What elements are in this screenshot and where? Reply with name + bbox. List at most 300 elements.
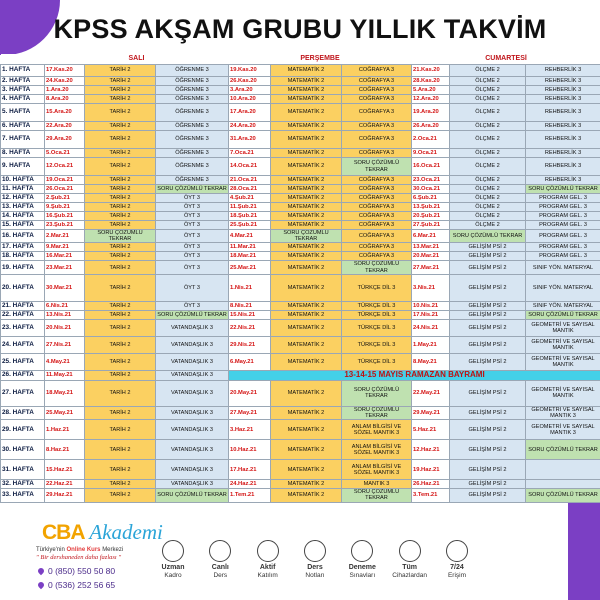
date-cell: 9.Şub.21 xyxy=(45,203,85,212)
subject-cell: MATEMATİK 2 xyxy=(271,221,342,230)
subject-cell: COĞRAFYA 3 xyxy=(342,77,412,86)
subject-cell: REHBERLİK 3 xyxy=(526,77,600,86)
date-cell: 8.Haz.21 xyxy=(45,440,85,460)
subject-cell: SORU ÇÖZÜMLÜ TEKRAR xyxy=(157,311,227,318)
date-cell: 8.May.21 xyxy=(412,353,450,370)
subject-cell: ÖYT 3 xyxy=(156,301,229,310)
date-cell: 27.May.21 xyxy=(229,406,271,419)
subject-cell: PROGRAM GEL. 3 xyxy=(526,194,600,203)
week-label: 7. HAFTA xyxy=(1,131,45,149)
date-cell: 26.Oca.21 xyxy=(45,185,85,194)
date-cell: 18.May.21 xyxy=(45,380,85,406)
date-cell: 19.Kas.20 xyxy=(229,65,271,77)
date-cell: 22.Ara.20 xyxy=(45,122,85,131)
header-persembe: PERŞEMBE xyxy=(229,54,412,65)
date-cell: 26.Haz.21 xyxy=(412,480,450,489)
subject-cell: ÖĞRENME 3 xyxy=(156,176,229,185)
week-row xyxy=(1,203,600,212)
week-label: 11. HAFTA xyxy=(1,185,45,194)
subject-cell: ÖLÇME 2 xyxy=(450,86,526,95)
date-cell: 27.Şub.21 xyxy=(412,221,450,230)
feature-sublabel: Cihazlardan xyxy=(392,572,427,579)
week-row xyxy=(1,440,600,460)
week-row xyxy=(1,77,600,86)
page-title: KPSS AKŞAM GRUBU YILLIK TAKVİM xyxy=(53,14,547,44)
subject-cell: MATEMATİK 2 xyxy=(271,243,342,252)
subject-cell: MATEMATİK 2 xyxy=(271,252,342,261)
subject-cell: REHBERLİK 3 xyxy=(526,104,600,122)
subject-cell: TARİH 2 xyxy=(85,420,156,440)
subject-cell: GELİŞİM PSİ 2 xyxy=(450,301,526,310)
subject-cell: GEOMETRİ VE SAYISAL MANTIK xyxy=(526,353,600,370)
date-cell: 11.Mar.21 xyxy=(229,243,271,252)
feature-item xyxy=(292,540,338,580)
subject-cell: TARİH 2 xyxy=(85,122,156,131)
subject-cell: MATEMATİK 2 xyxy=(271,310,342,319)
date-cell: 4.Şub.21 xyxy=(229,194,271,203)
subject-cell: PROGRAM GEL. 3 xyxy=(526,221,600,230)
subject-cell: SORU ÇÖZÜMLÜ TEKRAR xyxy=(342,158,412,176)
date-cell: 1.Haz.21 xyxy=(45,420,85,440)
date-cell: 3.Tem.21 xyxy=(412,489,450,502)
subject-cell: VATANDAŞLIK 3 xyxy=(156,353,229,370)
subject-cell: TARİH 2 xyxy=(85,149,156,158)
date-cell: 23.Şub.21 xyxy=(45,221,85,230)
date-cell: 2.Şub.21 xyxy=(45,194,85,203)
date-cell: 24.Nis.21 xyxy=(412,319,450,336)
subject-cell: ÖĞRENME 3 xyxy=(156,77,229,86)
date-cell: 1.Ara.20 xyxy=(45,86,85,95)
subject-cell: VATANDAŞLIK 3 xyxy=(156,370,229,380)
week-row xyxy=(1,480,600,489)
subject-cell: ANLAM BİLGİSİ VE SÖZEL MANTIK 3 xyxy=(342,460,412,480)
week-label: 27. HAFTA xyxy=(1,380,45,406)
subject-cell: ÖLÇME 2 xyxy=(450,95,526,104)
subject-cell: ÖLÇME 2 xyxy=(450,221,526,230)
date-cell: 15.Ara.20 xyxy=(45,104,85,122)
subject-cell: VATANDAŞLIK 3 xyxy=(156,480,229,489)
feature-label: 7/24 xyxy=(450,564,464,571)
date-cell: 20.May.21 xyxy=(229,380,271,406)
date-cell: 12.Oca.21 xyxy=(45,158,85,176)
subject-cell: TARİH 2 xyxy=(85,406,156,419)
subject-cell: REHBERLİK 3 xyxy=(526,95,600,104)
subject-cell: ÖLÇME 2 xyxy=(450,131,526,149)
subject-cell: PROGRAM GEL. 3 xyxy=(526,212,600,221)
subject-cell: ÖYT 3 xyxy=(156,274,229,301)
week-row xyxy=(1,274,600,301)
subject-cell: TARİH 2 xyxy=(85,274,156,301)
subject-cell: SORU ÇÖZÜMLÜ TEKRAR xyxy=(342,261,412,274)
subject-cell: TARİH 2 xyxy=(85,380,156,406)
cba-akademi-logo: CBA Akademi xyxy=(42,520,163,544)
devices-icon xyxy=(399,540,421,562)
subject-cell: MATEMATİK 2 xyxy=(271,176,342,185)
subject-cell: COĞRAFYA 3 xyxy=(342,252,412,261)
subject-cell: TARİH 2 xyxy=(85,185,156,194)
feature-item xyxy=(339,540,385,580)
week-label: 8. HAFTA xyxy=(1,149,45,158)
day-headers xyxy=(1,54,600,65)
date-cell: 2.Mar.21 xyxy=(45,230,85,243)
subject-cell: MATEMATİK 2 xyxy=(271,194,342,203)
week-label: 18. HAFTA xyxy=(1,252,45,261)
subject-cell: MATEMATİK 2 xyxy=(271,131,342,149)
feature-sublabel: Katılım xyxy=(257,572,278,579)
subject-cell: ANLAM BİLGİSİ VE SÖZEL MANTIK 3 xyxy=(342,440,412,460)
subject-cell: GELİŞİM PSİ 2 xyxy=(450,460,526,480)
date-cell: 22.Nis.21 xyxy=(229,319,271,336)
subject-cell: ÖLÇME 2 xyxy=(450,185,526,194)
subject-cell: MATEMATİK 2 xyxy=(271,336,342,353)
subject-cell: ÖĞRENME 3 xyxy=(156,122,229,131)
date-cell: 17.Kas.20 xyxy=(45,65,85,77)
week-label: 12. HAFTA xyxy=(1,194,45,203)
schedule-table xyxy=(0,54,600,503)
week-row xyxy=(1,158,600,176)
week-row xyxy=(1,353,600,370)
week-row xyxy=(1,420,600,440)
subject-cell: TARİH 2 xyxy=(85,77,156,86)
date-cell: 21.Kas.20 xyxy=(412,65,450,77)
clock-icon xyxy=(446,540,468,562)
date-cell: 27.Mar.21 xyxy=(412,261,450,274)
subject-cell: ÖĞRENME 3 xyxy=(156,104,229,122)
subject-cell: TARİH 2 xyxy=(85,252,156,261)
week-row xyxy=(1,122,600,131)
date-cell: 17.Haz.21 xyxy=(229,460,271,480)
week-label: 28. HAFTA xyxy=(1,406,45,419)
subject-cell: MATEMATİK 2 xyxy=(271,149,342,158)
subject-cell: MANTIK 3 xyxy=(342,480,412,489)
feature-list xyxy=(150,540,480,580)
subject-cell: ÖYT 3 xyxy=(156,252,229,261)
date-cell: 12.Haz.21 xyxy=(412,440,450,460)
feature-label: Canlı xyxy=(211,564,229,571)
subject-cell: TARİH 2 xyxy=(85,86,156,95)
subject-cell: PROGRAM GEL. 3 xyxy=(526,252,600,261)
phone-2[interactable]: 0 (536) 252 56 65 xyxy=(38,580,115,590)
exam-icon xyxy=(351,540,373,562)
subject-cell: TARİH 2 xyxy=(85,336,156,353)
subject-cell: TARİH 2 xyxy=(85,104,156,122)
date-cell: 20.Şub.21 xyxy=(412,212,450,221)
week-row xyxy=(1,301,600,310)
subject-cell: VATANDAŞLIK 3 xyxy=(156,440,229,460)
subject-cell: TARİH 2 xyxy=(85,353,156,370)
week-label: 9. HAFTA xyxy=(1,158,45,176)
date-cell: 6.Nis.21 xyxy=(45,301,85,310)
feature-item xyxy=(150,540,196,580)
subject-cell: ÖLÇME 2 xyxy=(450,149,526,158)
subject-cell: TARİH 2 xyxy=(85,480,156,489)
subject-cell: GEOMETRİ VE SAYISAL MANTIK xyxy=(526,319,600,336)
date-cell: 16.Mar.21 xyxy=(45,252,85,261)
subject-cell: REHBERLİK 3 xyxy=(526,158,600,176)
subject-cell: COĞRAFYA 3 xyxy=(342,86,412,95)
subject-cell: ÖĞRENME 3 xyxy=(156,95,229,104)
subject-cell: COĞRAFYA 3 xyxy=(342,185,412,194)
week-row xyxy=(1,65,600,77)
week-row xyxy=(1,261,600,274)
subject-cell: TÜRKÇE DİL 3 xyxy=(342,274,412,301)
date-cell: 11.Şub.21 xyxy=(229,203,271,212)
feature-label: Tüm xyxy=(402,564,418,571)
subject-cell: TARİH 2 xyxy=(85,261,156,274)
date-cell: 30.Oca.21 xyxy=(412,185,450,194)
subject-cell: VATANDAŞLIK 3 xyxy=(156,420,229,440)
subject-cell: REHBERLİK 3 xyxy=(526,86,600,95)
subject-cell: TARİH 2 xyxy=(85,440,156,460)
subject-cell: TÜRKÇE DİL 3 xyxy=(342,319,412,336)
subject-cell: MATEMATİK 2 xyxy=(271,104,342,122)
feature-sublabel: Ders xyxy=(213,572,228,579)
week-label: 25. HAFTA xyxy=(1,353,45,370)
subject-cell: COĞRAFYA 3 xyxy=(342,221,412,230)
subject-cell: MATEMATİK 2 xyxy=(271,77,342,86)
date-cell: 29.May.21 xyxy=(412,406,450,419)
subject-cell: MATEMATİK 2 xyxy=(271,380,342,406)
week-row xyxy=(1,86,600,95)
subject-cell: SORU ÇÖZÜMLÜ TEKRAR xyxy=(85,230,156,243)
date-cell: 25.Mar.21 xyxy=(229,261,271,274)
week-row xyxy=(1,194,600,203)
date-cell: 19.Oca.21 xyxy=(45,176,85,185)
date-cell: 1.Tem.21 xyxy=(229,489,271,502)
header-cumartesi: CUMARTESİ xyxy=(412,54,600,65)
week-label: 16. HAFTA xyxy=(1,230,45,243)
week-label: 4. HAFTA xyxy=(1,95,45,104)
subject-cell: MATEMATİK 2 xyxy=(271,158,342,176)
subject-cell: COĞRAFYA 3 xyxy=(342,194,412,203)
subject-cell: TARİH 2 xyxy=(85,212,156,221)
subject-cell: VATANDAŞLIK 3 xyxy=(156,406,229,419)
week-row xyxy=(1,319,600,336)
week-label: 17. HAFTA xyxy=(1,243,45,252)
week-label: 6. HAFTA xyxy=(1,122,45,131)
date-cell: 29.Ara.20 xyxy=(45,131,85,149)
subject-cell: GELİŞİM PSİ 2 xyxy=(450,440,526,460)
subject-cell: TARİH 2 xyxy=(85,489,156,502)
subject-cell: TARİH 2 xyxy=(85,203,156,212)
subject-cell: SORU ÇÖZÜMLÜ TEKRAR xyxy=(450,230,526,243)
week-label: 20. HAFTA xyxy=(1,274,45,301)
hand-raise-icon xyxy=(257,540,279,562)
week-label: 2. HAFTA xyxy=(1,77,45,86)
subject-cell: MATEMATİK 2 xyxy=(271,65,342,77)
date-cell: 27.Nis.21 xyxy=(45,336,85,353)
week-label: 31. HAFTA xyxy=(1,460,45,480)
date-cell: 12.Ara.20 xyxy=(412,95,450,104)
date-cell: 20.Nis.21 xyxy=(45,319,85,336)
subject-cell: GELİŞİM PSİ 2 xyxy=(450,336,526,353)
date-cell: 6.May.21 xyxy=(229,353,271,370)
subject-cell: SINIF YÖN. MATERYAL xyxy=(526,274,600,301)
week-label: 23. HAFTA xyxy=(1,319,45,336)
subject-cell: GELİŞİM PSİ 2 xyxy=(450,353,526,370)
holiday-banner: 13-14-15 MAYIS RAMAZAN BAYRAMI xyxy=(229,370,600,380)
feature-sublabel: Sınavları xyxy=(349,572,376,579)
date-cell: 9.Oca.21 xyxy=(412,149,450,158)
date-cell: 13.Şub.21 xyxy=(412,203,450,212)
subject-cell: TÜRKÇE DİL 3 xyxy=(342,310,412,319)
date-cell: 11.May.21 xyxy=(45,370,85,380)
location-pin-icon xyxy=(37,567,45,575)
date-cell: 21.Oca.21 xyxy=(229,176,271,185)
subject-cell: VATANDAŞLIK 3 xyxy=(156,336,229,353)
slogan: " Bir dershaneden daha fazlası " xyxy=(36,554,122,561)
date-cell: 18.Şub.21 xyxy=(229,212,271,221)
subject-cell: GELİŞİM PSİ 2 xyxy=(450,480,526,489)
week-row xyxy=(1,380,600,406)
week-label: 26. HAFTA xyxy=(1,370,45,380)
subject-cell: ÖLÇME 2 xyxy=(450,158,526,176)
date-cell: 3.Ara.20 xyxy=(229,86,271,95)
subject-cell: SORU ÇÖZÜMLÜ TEKRAR xyxy=(342,406,412,419)
date-cell: 16.Şub.21 xyxy=(45,212,85,221)
subject-cell: GELİŞİM PSİ 2 xyxy=(450,420,526,440)
date-cell: 8.Ara.20 xyxy=(45,95,85,104)
date-cell: 22.Haz.21 xyxy=(45,480,85,489)
date-cell: 26.Ara.20 xyxy=(412,122,450,131)
header-sali: SALI xyxy=(45,54,229,65)
date-cell: 24.Kas.20 xyxy=(45,77,85,86)
feature-sublabel: Notları xyxy=(305,572,325,579)
subject-cell: TARİH 2 xyxy=(85,158,156,176)
date-cell: 15.Haz.21 xyxy=(45,460,85,480)
date-cell: 18.Mar.21 xyxy=(229,252,271,261)
subject-cell: COĞRAFYA 3 xyxy=(342,243,412,252)
subject-cell: SORU ÇÖZÜMLÜ TEKRAR xyxy=(526,440,600,460)
subject-cell: MATEMATİK 2 xyxy=(271,353,342,370)
week-label: 14. HAFTA xyxy=(1,212,45,221)
date-cell: 28.Kas.20 xyxy=(412,77,450,86)
subject-cell: COĞRAFYA 3 xyxy=(342,122,412,131)
subject-cell: VATANDAŞLIK 3 xyxy=(156,460,229,480)
date-cell: 6.Şub.21 xyxy=(412,194,450,203)
week-label: 22. HAFTA xyxy=(1,310,45,319)
week-label: 30. HAFTA xyxy=(1,440,45,460)
week-label: 3. HAFTA xyxy=(1,86,45,95)
date-cell: 4.Mar.21 xyxy=(229,230,271,243)
subject-cell: MATEMATİK 2 xyxy=(271,203,342,212)
subject-cell: GELİŞİM PSİ 2 xyxy=(450,319,526,336)
subject-cell: ÖLÇME 2 xyxy=(450,122,526,131)
week-row xyxy=(1,131,600,149)
subject-cell: GEOMETRİ VE SAYISAL MANTIK xyxy=(526,380,600,406)
subject-cell: COĞRAFYA 3 xyxy=(342,131,412,149)
subject-cell: ÖĞRENME 3 xyxy=(156,86,229,95)
week-row xyxy=(1,221,600,230)
subject-cell: MATEMATİK 2 xyxy=(271,440,342,460)
subject-cell: SORU ÇÖZÜMLÜ TEKRAR xyxy=(526,185,600,194)
date-cell: 1.May.21 xyxy=(412,336,450,353)
week-label: 21. HAFTA xyxy=(1,301,45,310)
date-cell: 10.Nis.21 xyxy=(412,301,450,310)
subject-cell: TÜRKÇE DİL 3 xyxy=(342,353,412,370)
date-cell: 5.Oca.21 xyxy=(45,149,85,158)
feature-sublabel: Erişim xyxy=(447,572,466,579)
subject-cell: ÖYT 3 xyxy=(156,221,229,230)
feature-item xyxy=(434,540,480,580)
subject-cell: SORU ÇÖZÜMLÜ TEKRAR xyxy=(342,380,412,406)
week-label: 1. HAFTA xyxy=(1,65,45,77)
subject-cell: ÖĞRENME 3 xyxy=(156,131,229,149)
subject-cell: PROGRAM GEL. 3 xyxy=(526,230,600,243)
subject-cell: ÖYT 3 xyxy=(156,203,229,212)
subject-cell: ÖLÇME 2 xyxy=(450,212,526,221)
date-cell: 26.Kas.20 xyxy=(229,77,271,86)
subject-cell: TARİH 2 xyxy=(85,131,156,149)
date-cell: 22.May.21 xyxy=(412,380,450,406)
subject-cell: TARİH 2 xyxy=(85,176,156,185)
subject-cell: COĞRAFYA 3 xyxy=(342,149,412,158)
subject-cell: TARİH 2 xyxy=(85,95,156,104)
date-cell: 20.Mar.21 xyxy=(412,252,450,261)
subject-cell: ÖLÇME 2 xyxy=(450,77,526,86)
week-row xyxy=(1,406,600,419)
subject-cell: COĞRAFYA 3 xyxy=(342,104,412,122)
subject-cell: MATEMATİK 2 xyxy=(271,122,342,131)
date-cell: 10.Haz.21 xyxy=(229,440,271,460)
subject-cell: GELİŞİM PSİ 2 xyxy=(450,243,526,252)
date-cell: 19.Haz.21 xyxy=(412,460,450,480)
subject-cell: MATEMATİK 2 xyxy=(271,261,342,274)
subject-cell: ÖĞRENME 3 xyxy=(156,158,229,176)
date-cell: 10.Ara.20 xyxy=(229,95,271,104)
week-row xyxy=(1,104,600,122)
subject-cell: COĞRAFYA 3 xyxy=(342,176,412,185)
subject-cell: TARİH 2 xyxy=(85,194,156,203)
date-cell: 3.Nis.21 xyxy=(412,274,450,301)
subject-cell: TARİH 2 xyxy=(85,310,156,319)
subject-cell: VATANDAŞLIK 3 xyxy=(156,380,229,406)
subject-cell: GELİŞİM PSİ 2 xyxy=(450,310,526,319)
subject-cell: GEOMETRİ VE SAYISAL MANTIK 3 xyxy=(526,420,600,440)
date-cell: 25.May.21 xyxy=(45,406,85,419)
subject-cell: PROGRAM GEL. 3 xyxy=(526,243,600,252)
date-cell: 7.Oca.21 xyxy=(229,149,271,158)
date-cell: 16.Oca.21 xyxy=(412,158,450,176)
date-cell: 23.Oca.21 xyxy=(412,176,450,185)
date-cell: 3.Haz.21 xyxy=(229,420,271,440)
date-cell: 14.Oca.21 xyxy=(229,158,271,176)
date-cell: 29.Nis.21 xyxy=(229,336,271,353)
subject-cell: GELİŞİM PSİ 2 xyxy=(450,380,526,406)
date-cell: 30.Mar.21 xyxy=(45,274,85,301)
phone-1[interactable]: 0 (850) 550 50 80 xyxy=(38,566,115,576)
week-row xyxy=(1,489,600,502)
subject-cell: TARİH 2 xyxy=(85,460,156,480)
subject-cell: ÖLÇME 2 xyxy=(450,203,526,212)
subject-cell: PROGRAM GEL. 3 xyxy=(526,203,600,212)
subject-cell xyxy=(526,480,600,489)
subject-cell: MATEMATİK 2 xyxy=(271,460,342,480)
feature-label: Ders xyxy=(307,564,323,571)
subject-cell: SORU ÇÖZÜMLÜ TEKRAR xyxy=(342,489,412,502)
subject-cell: ÖYT 3 xyxy=(156,212,229,221)
week-row xyxy=(1,243,600,252)
week-label: 5. HAFTA xyxy=(1,104,45,122)
book-icon xyxy=(304,540,326,562)
subject-cell: MATEMATİK 2 xyxy=(271,86,342,95)
date-cell: 5.Ara.20 xyxy=(412,86,450,95)
subject-cell: ÖLÇME 2 xyxy=(450,194,526,203)
subject-cell: ÖYT 3 xyxy=(156,243,229,252)
subject-cell: SORU ÇÖZÜMLÜ TEKRAR xyxy=(157,185,227,192)
week-row xyxy=(1,460,600,480)
subject-cell: MATEMATİK 2 xyxy=(271,185,342,194)
